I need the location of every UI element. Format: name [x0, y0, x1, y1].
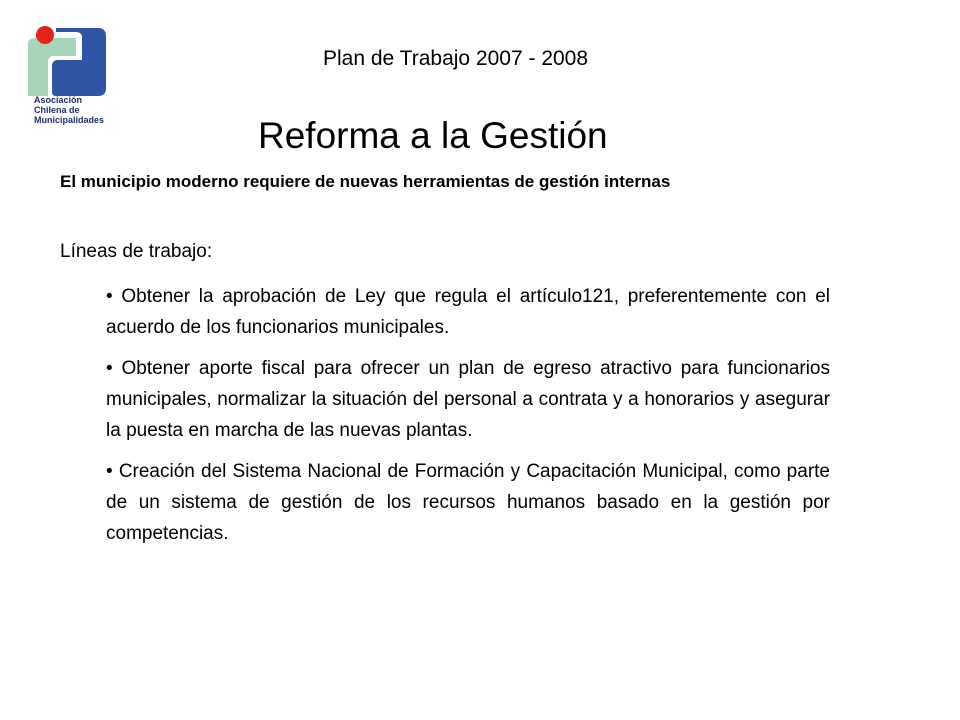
bullet-item: • Obtener la aprobación de Ley que regula el artículo121, preferentemente con el acuerdo de los funcionarios municipales. [106, 286, 830, 338]
bullet-item: • Creación del Sistema Nacional de Formación y Capacitación Municipal, como parte de un sistema de gestión de los recursos humanos basado en la gestión por competencias. [106, 461, 830, 544]
logo-text-line: Asociación [34, 95, 83, 105]
logo-text-line: Municipalidades [34, 115, 105, 125]
logo-text [34, 95, 104, 125]
logo-text-line: Chilena de [34, 105, 80, 115]
bullet-item: • Obtener aporte fiscal para ofrecer un plan de egreso atractivo para funcionarios municipales, normalizar la situación del personal a contrata y a honorarios y asegurar la puesta en marcha de las nuevas plantas. [106, 358, 830, 441]
slide-subtitle: Plan de Trabajo 2007 - 2008 [323, 47, 589, 70]
lineas-label: Líneas de trabajo: [60, 241, 213, 262]
slide-title: Reforma a la Gestión [258, 115, 608, 156]
bullet-list [106, 281, 830, 559]
intro-text: El municipio moderno requiere de nuevas herramientas de gestión internas [60, 172, 671, 191]
